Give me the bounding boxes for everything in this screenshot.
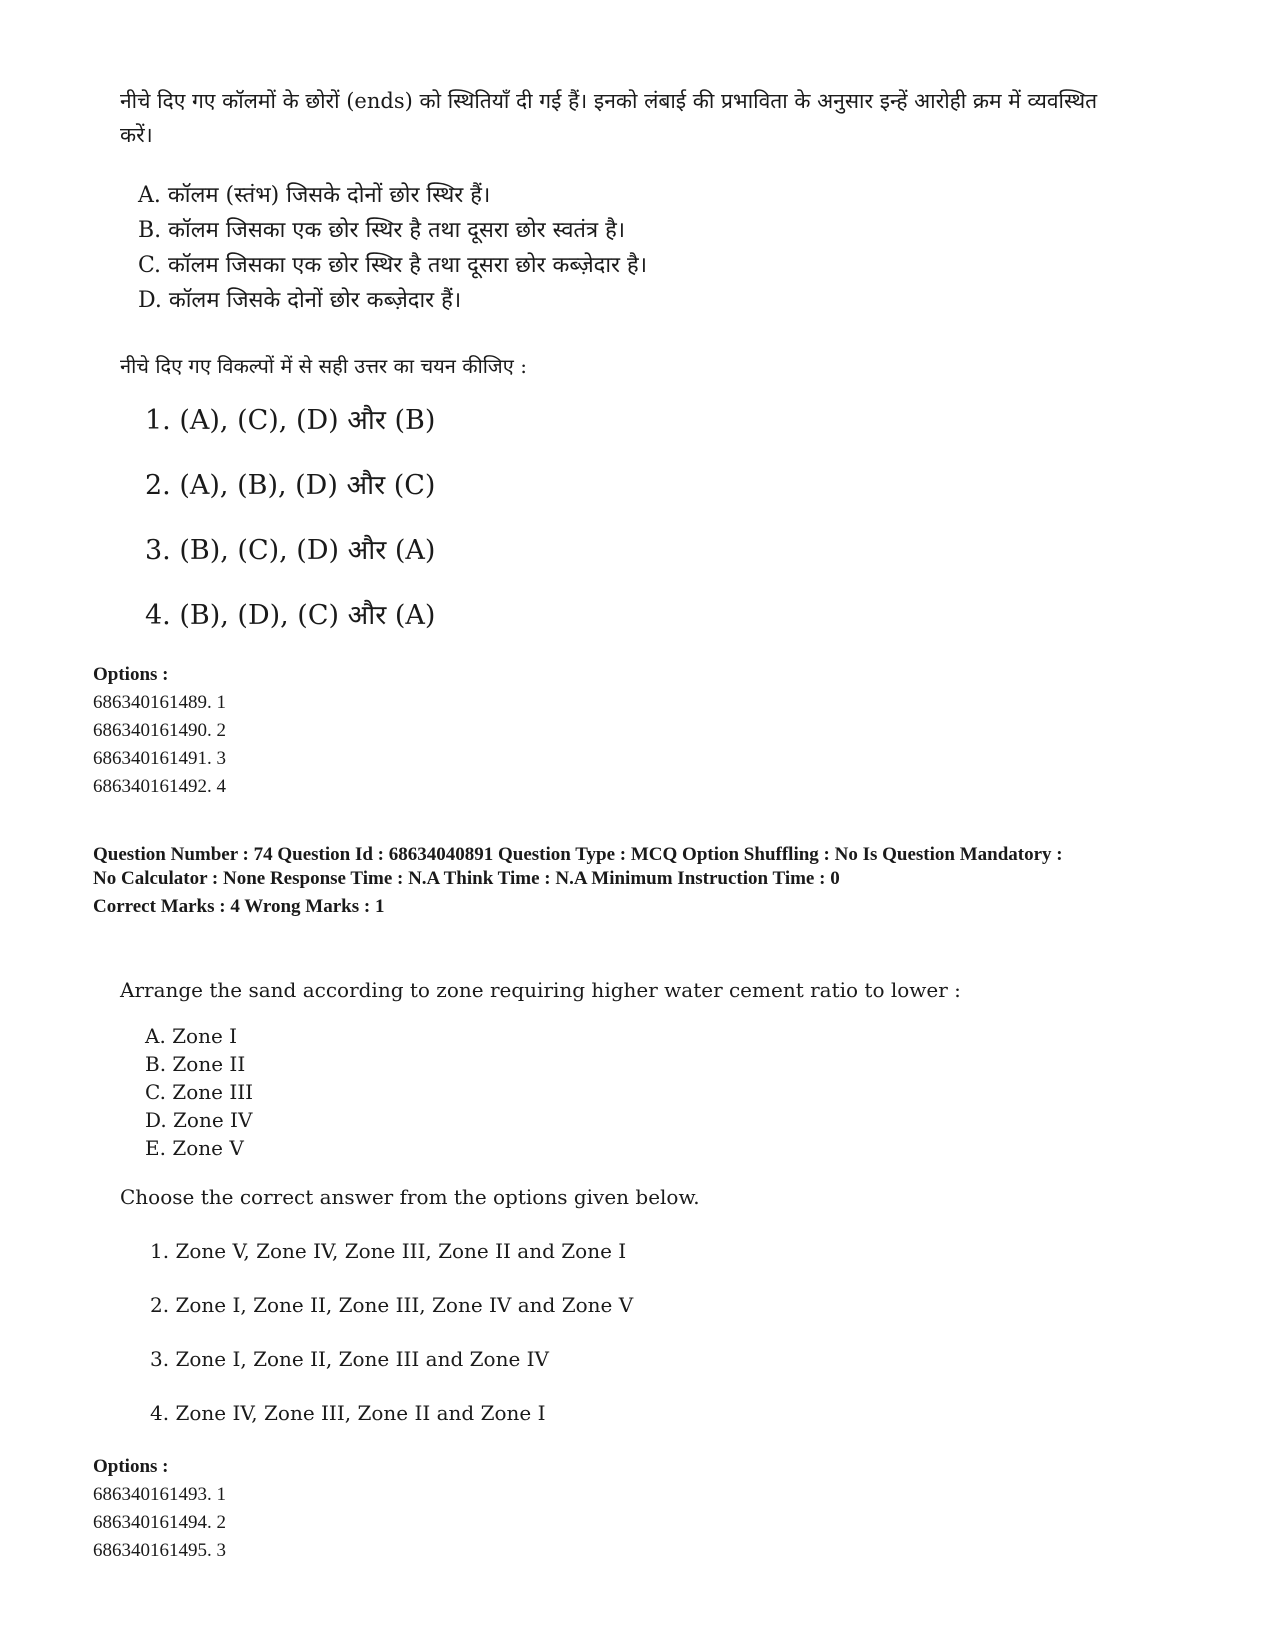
question-2-prompt: Choose the correct answer from the options given below. [120, 1185, 700, 1209]
question-2-options-heading: Options : [93, 1456, 169, 1477]
question-1-option-4: 686340161492. 4 [93, 776, 226, 797]
question-2-option-2: 686340161494. 2 [93, 1512, 226, 1533]
question-2-marks: Correct Marks : 4 Wrong Marks : 1 [93, 896, 385, 917]
question-1-item-d: D. कॉलम जिसके दोनों छोर कब्ज़ेदार हैं। [138, 288, 462, 313]
question-2-option-1: 686340161493. 1 [93, 1484, 226, 1505]
question-2-answer-2: 2. Zone I, Zone II, Zone III, Zone IV and Zone V [150, 1293, 634, 1317]
question-2-items [145, 1022, 253, 1162]
question-2-answer-1: 1. Zone V, Zone IV, Zone III, Zone II and Zone I [150, 1239, 627, 1263]
question-1-option-3: 686340161491. 3 [93, 748, 226, 769]
question-2-option-3: 686340161495. 3 [93, 1540, 226, 1561]
question-2-answer-3: 3. Zone I, Zone II, Zone III and Zone IV [150, 1347, 549, 1371]
question-2-meta-line-1: Question Number : 74 Question Id : 68634040891 Question Type : MCQ Option Shuffling : No Is Question Mandatory : [93, 844, 1063, 865]
question-2-item-e: E. Zone V [145, 1136, 244, 1160]
question-2-meta-line-2: No Calculator : None Response Time : N.A Think Time : N.A Minimum Instruction Time : 0 [93, 868, 840, 889]
question-2-answer-4: 4. Zone IV, Zone III, Zone II and Zone I [150, 1401, 546, 1425]
question-1-answer-1: 1. (A), (C), (D) और (B) [145, 405, 436, 436]
question-2-stem: Arrange the sand according to zone requiring higher water cement ratio to lower : [120, 978, 961, 1002]
question-1-options-heading: Options : [93, 664, 169, 685]
question-2-item-a: A. Zone I [145, 1024, 238, 1048]
question-1-option-2: 686340161490. 2 [93, 720, 226, 741]
question-1-stem: नीचे दिए गए कॉलमों के छोरों (ends) को स्थितियाँ दी गई हैं। इनको लंबाई की प्रभाविता के अनुसार इन्हें आरोही क्रम में व्यवस्थित करें। [120, 89, 1098, 147]
question-2-item-d: D. Zone IV [145, 1108, 253, 1132]
question-1-item-b: B. कॉलम जिसका एक छोर स्थिर है तथा दूसरा छोर स्वतंत्र है। [138, 218, 626, 243]
question-1-answer-3: 3. (B), (C), (D) और (A) [145, 535, 436, 566]
question-1-items [138, 178, 647, 318]
question-1-option-1: 686340161489. 1 [93, 692, 226, 713]
question-2-item-c: C. Zone III [145, 1080, 254, 1104]
question-1-answer-4: 4. (B), (D), (C) और (A) [145, 600, 436, 631]
question-2-item-b: B. Zone II [145, 1052, 246, 1076]
question-1-item-a: A. कॉलम (स्तंभ) जिसके दोनों छोर स्थिर हैं। [138, 183, 491, 208]
question-1-answer-2: 2. (A), (B), (D) और (C) [145, 470, 436, 501]
question-1-prompt: नीचे दिए गए विकल्पों में से सही उत्तर का चयन कीजिए : [120, 354, 527, 378]
question-1-item-c: C. कॉलम जिसका एक छोर स्थिर है तथा दूसरा छोर कब्ज़ेदार है। [138, 253, 648, 278]
